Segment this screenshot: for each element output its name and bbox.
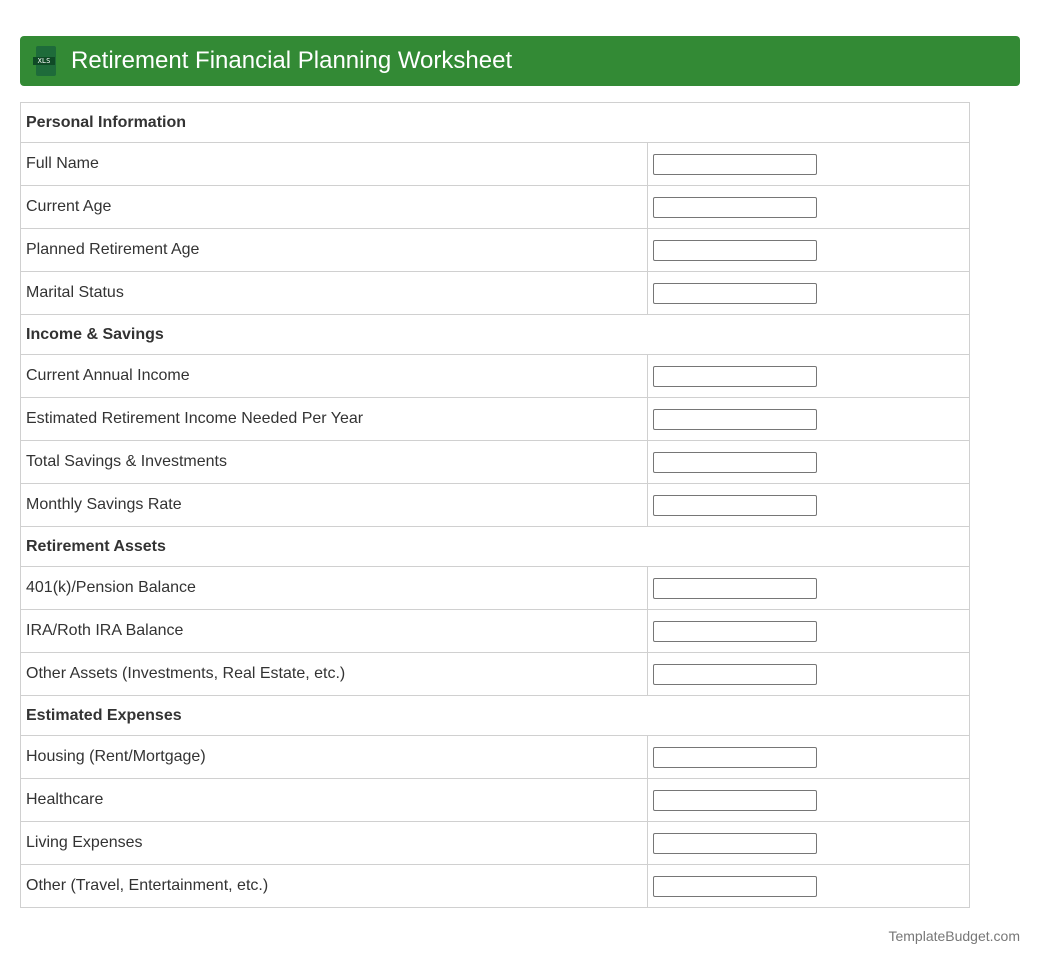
- table-row: [21, 143, 970, 186]
- table-row: [21, 779, 970, 822]
- field-value-cell: [648, 567, 970, 610]
- table-row: [21, 736, 970, 779]
- field-label: Estimated Retirement Income Needed Per Year: [21, 398, 648, 441]
- field-value-cell: [648, 779, 970, 822]
- table-row: [21, 272, 970, 315]
- field-input[interactable]: [653, 240, 817, 261]
- field-value-cell: [648, 229, 970, 272]
- field-label: Monthly Savings Rate: [21, 484, 648, 527]
- table-row: [21, 865, 970, 908]
- table-row: [21, 229, 970, 272]
- field-value-cell: [648, 441, 970, 484]
- section-title: Personal Information: [21, 103, 970, 143]
- section-header-row: [21, 103, 970, 143]
- field-value-cell: [648, 736, 970, 779]
- table-row: [21, 441, 970, 484]
- worksheet-table: [20, 102, 970, 908]
- field-input[interactable]: [653, 283, 817, 304]
- field-input[interactable]: [653, 833, 817, 854]
- field-label: Full Name: [21, 143, 648, 186]
- field-input[interactable]: [653, 578, 817, 599]
- field-input[interactable]: [653, 495, 817, 516]
- field-value-cell: [648, 143, 970, 186]
- field-input[interactable]: [653, 409, 817, 430]
- field-label: IRA/Roth IRA Balance: [21, 610, 648, 653]
- footer-credit: TemplateBudget.com: [888, 928, 1020, 944]
- field-input[interactable]: [653, 664, 817, 685]
- field-label: Marital Status: [21, 272, 648, 315]
- field-label: Other (Travel, Entertainment, etc.): [21, 865, 648, 908]
- table-row: [21, 610, 970, 653]
- excel-file-icon: XLS: [33, 46, 59, 76]
- field-value-cell: [648, 186, 970, 229]
- section-title: Estimated Expenses: [21, 696, 970, 736]
- field-label: Planned Retirement Age: [21, 229, 648, 272]
- table-row: [21, 186, 970, 229]
- field-value-cell: [648, 865, 970, 908]
- section-header-row: [21, 527, 970, 567]
- field-input[interactable]: [653, 366, 817, 387]
- page-title: Retirement Financial Planning Worksheet: [71, 47, 513, 74]
- field-input[interactable]: [653, 747, 817, 768]
- field-value-cell: [648, 653, 970, 696]
- field-label: Living Expenses: [21, 822, 648, 865]
- field-value-cell: [648, 484, 970, 527]
- page-header: [20, 36, 1020, 86]
- section-header-row: [21, 696, 970, 736]
- field-input[interactable]: [653, 876, 817, 897]
- section-title: Income & Savings: [21, 315, 970, 355]
- field-label: Healthcare: [21, 779, 648, 822]
- field-value-cell: [648, 610, 970, 653]
- section-header-row: [21, 315, 970, 355]
- field-value-cell: [648, 272, 970, 315]
- table-row: [21, 822, 970, 865]
- field-value-cell: [648, 822, 970, 865]
- field-label: Current Annual Income: [21, 355, 648, 398]
- field-label: Housing (Rent/Mortgage): [21, 736, 648, 779]
- field-label: 401(k)/Pension Balance: [21, 567, 648, 610]
- field-input[interactable]: [653, 790, 817, 811]
- table-row: [21, 398, 970, 441]
- field-input[interactable]: [653, 197, 817, 218]
- field-input[interactable]: [653, 154, 817, 175]
- table-row: [21, 484, 970, 527]
- field-value-cell: [648, 355, 970, 398]
- table-row: [21, 567, 970, 610]
- field-input[interactable]: [653, 452, 817, 473]
- section-title: Retirement Assets: [21, 527, 970, 567]
- field-label: Other Assets (Investments, Real Estate, etc.): [21, 653, 648, 696]
- field-label: Total Savings & Investments: [21, 441, 648, 484]
- table-row: [21, 653, 970, 696]
- table-row: [21, 355, 970, 398]
- field-input[interactable]: [653, 621, 817, 642]
- field-value-cell: [648, 398, 970, 441]
- field-label: Current Age: [21, 186, 648, 229]
